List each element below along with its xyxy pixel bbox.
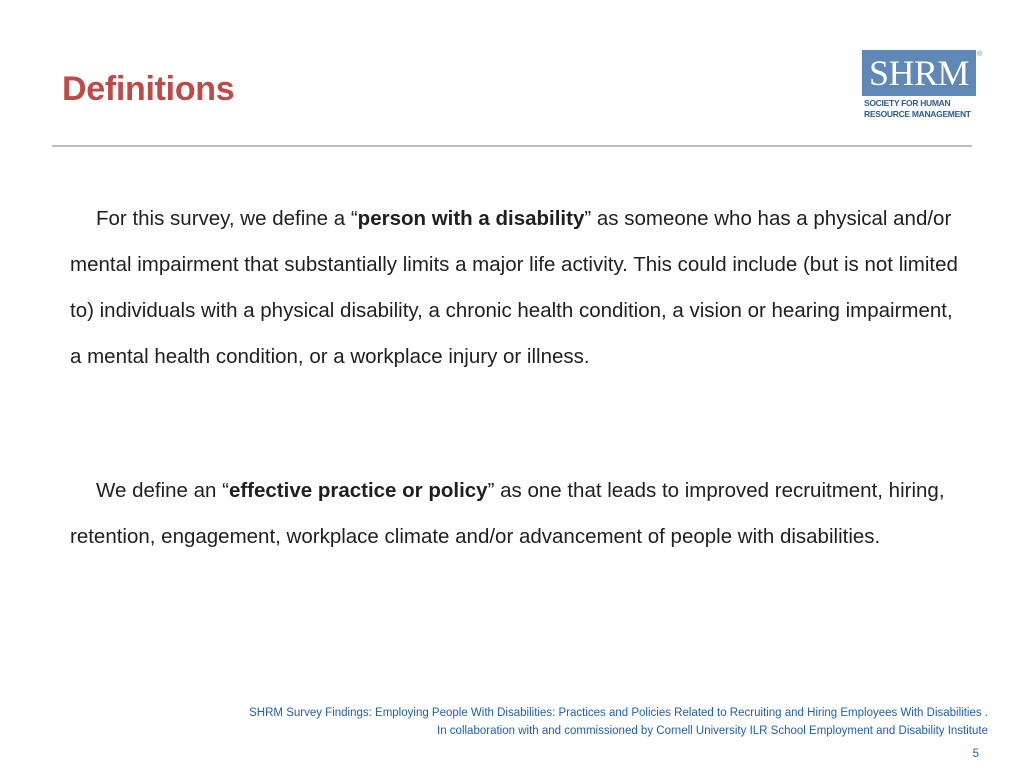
definition-paragraph-disability (70, 196, 960, 380)
footer-line2: In collaboration with and commissioned by Cornell University ILR School Employment and Disability Institute (437, 725, 988, 737)
logo-subtitle (864, 98, 980, 120)
page-number: 5 (972, 748, 979, 760)
logo-subtitle-line2: RESOURCE MANAGEMENT (864, 109, 971, 119)
defined-term: effective practice or policy (228, 479, 488, 502)
paragraph-text: ” as one that leads to improved recruitment, hiring, retention, engagement, workplace climate and/or advancement of people with disabilities. (70, 479, 945, 548)
logo-mark: SHRM (862, 50, 976, 96)
logo-subtitle-line1: SOCIETY FOR HUMAN (864, 98, 951, 108)
footer-citation (249, 704, 988, 740)
shrm-logo (862, 50, 983, 124)
title-divider (52, 145, 972, 147)
paragraph-text: For this survey, we define a “ (96, 207, 358, 230)
paragraph-text: ” as someone who has a physical and/or mental impairment that substantially limits a major life activity. This could include (but is not limited to) individuals with a physical disability, a chronic health condition, a vision or hearing impairment, a mental health condition, or a workplace injury or illness. (70, 207, 958, 368)
defined-term: person with a disability (357, 207, 585, 230)
footer-line1: SHRM Survey Findings: Employing People With Disabilities: Practices and Policies Related to Recruiting and Hiring Employees With Disabilities . (249, 707, 988, 719)
paragraph-text: We define an “ (96, 479, 229, 502)
logo-registered-mark: ® (977, 51, 983, 58)
definition-paragraph-practice (70, 468, 960, 560)
slide-title: Definitions (62, 70, 235, 108)
